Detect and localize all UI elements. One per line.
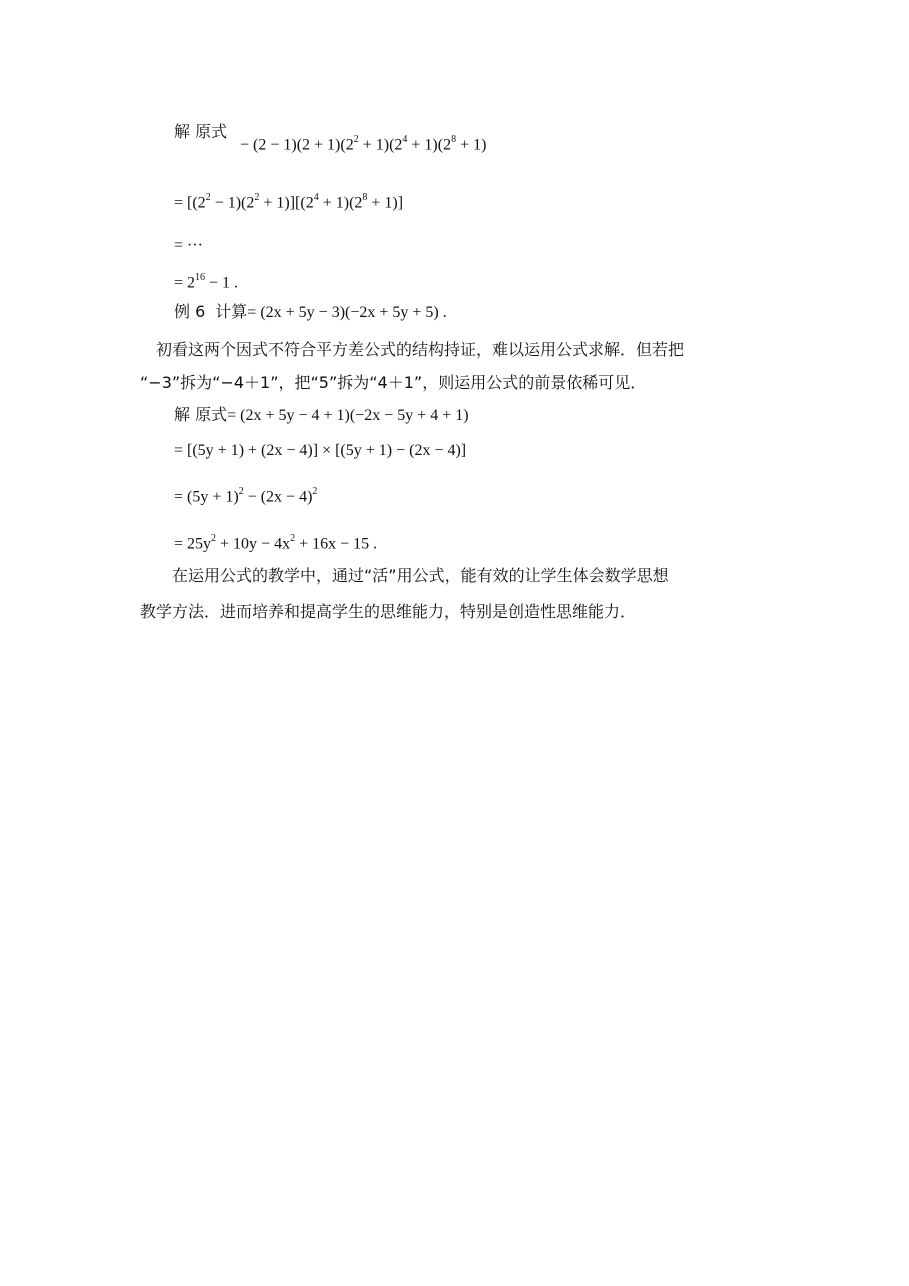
equation-line: = [(5y + 1) + (2x − 4)] × [(5y + 1) − (2x − 4)] <box>174 442 467 459</box>
equation-part: − 1)(2 <box>210 194 255 212</box>
exponent: 2 <box>254 192 260 203</box>
exponent: 2 <box>290 533 296 544</box>
exponent: 4 <box>402 134 408 145</box>
solution-label: 解 原式 <box>174 405 228 424</box>
equation-part: + 1)] <box>367 194 404 212</box>
equation-part: + 1)(2 <box>407 136 452 154</box>
equation-part: − 1 . <box>205 274 239 292</box>
equation-part: + 10y − 4x <box>216 535 291 553</box>
solution-label: 解 原式 <box>174 122 228 141</box>
equation-part: = 2 <box>174 274 196 292</box>
equation-part: + 1)][(2 <box>259 194 314 212</box>
example-label: 例 6 <box>174 302 206 321</box>
exponent: 16 <box>195 272 206 283</box>
equation-part: = (5y + 1) <box>174 488 239 506</box>
example-task: 计算 <box>215 302 248 321</box>
paragraph-line: 初看这两个因式不符合平方差公式的结构持证，难以运用公式求解．但若把 <box>156 340 685 359</box>
paragraph-line: 在运用公式的教学中，通过“活”用公式，能有效的让学生体会数学思想 <box>172 566 669 585</box>
exponent: 4 <box>313 192 319 203</box>
equation-line <box>174 193 403 213</box>
equation-part: + 1)(2 <box>318 194 363 212</box>
exponent: 2 <box>238 486 244 497</box>
equation-part: + 1) <box>456 136 487 154</box>
equation-part: = [(2 <box>174 194 206 212</box>
equation-part: + 1)(2 <box>358 136 403 154</box>
equation-part: + 16x − 15 . <box>295 535 378 553</box>
equation-line <box>174 534 377 554</box>
exponent: 2 <box>211 533 217 544</box>
exponent: 2 <box>312 486 318 497</box>
equation-line <box>174 273 238 293</box>
exponent: 2 <box>353 134 359 145</box>
equation-part: − (2 − 1)(2 + 1)(2 <box>240 136 354 154</box>
equation-line: = ··· <box>174 237 204 254</box>
equation-part: − (2x − 4) <box>243 488 313 506</box>
equation-line <box>240 135 486 155</box>
example-expression: = (2x + 5y − 3)(−2x + 5y + 5) . <box>247 304 447 321</box>
exponent: 8 <box>362 192 368 203</box>
exponent: 8 <box>451 134 457 145</box>
exponent: 2 <box>205 192 211 203</box>
equation-part: = (2x + 5y − 4 + 1)(−2x − 5y + 4 + 1) <box>227 407 469 424</box>
paragraph-line: 教学方法．进而培养和提高学生的思维能力，特别是创造性思维能力． <box>140 602 637 621</box>
equation-line <box>174 487 317 507</box>
paragraph-line: “−3”拆为“−4＋1”，把“5”拆为“4＋1”，则运用公式的前景依稀可见． <box>140 373 647 392</box>
equation-line <box>174 405 469 425</box>
example-heading <box>174 302 447 322</box>
equation-part: = 25y <box>174 535 212 553</box>
